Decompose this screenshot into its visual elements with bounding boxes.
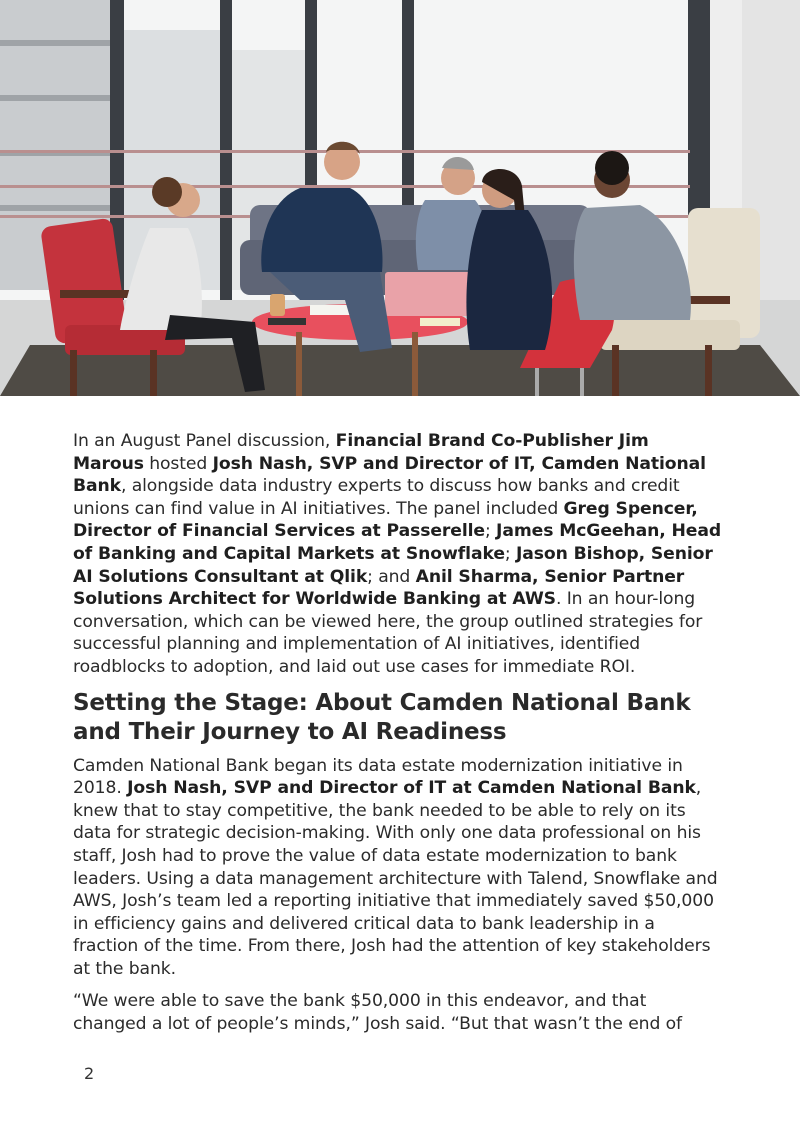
text-run: hosted — [143, 453, 213, 474]
page-number: 2 — [84, 1064, 95, 1083]
bold-run: Jason Bishop, Senior AI Solutions Consultant at Qlik — [73, 543, 713, 587]
bold-run: Financial Brand Co-Publisher Jim Marous — [73, 431, 649, 474]
intro-paragraph — [73, 430, 723, 679]
text-run: ; — [484, 521, 497, 542]
section-heading: Setting the Stage: About Camden National Bank and Their Journey to AI Readiness — [73, 689, 691, 745]
hero-photo — [0, 0, 800, 396]
text-run: ; and — [367, 566, 416, 587]
text-run: , alongside data industry experts to discuss how banks and credit unions can find value in AI initiatives. The panel included — [73, 476, 680, 519]
text-run: . In an hour-long conversation, which can be viewed here, the group outlined strategies for successful planning and implementation of AI initiatives, identified roadblocks to adoption, and laid out use cases for immediate ROI. — [73, 589, 703, 677]
body-paragraph — [73, 755, 723, 981]
bold-run: Josh Nash, SVP and Director of IT, Camden National Bank — [73, 453, 706, 497]
text-run: , knew that to stay competitive, the bank needed to be able to rely on its data for strategic decision-making. With only one data professional on his staff, Josh had to prove the value of data estate modernization to bank leaders. Using a data management architecture with Talend, Snowflake and AWS, Josh’s team led a reporting initiative that immediately saved $50,000 in efficiency gains and delivered critical data to bank leadership in a fraction of the time. From there, Josh had the attention of key stakeholders at the bank. — [73, 778, 718, 979]
text-run: In an August Panel discussion, — [73, 431, 336, 451]
bold-run: Greg Spencer, Director of Financial Services at Passerelle — [73, 498, 698, 542]
bold-run: Josh Nash, SVP and Director of IT at Camden National Bank — [127, 778, 696, 799]
meeting-illustration — [0, 0, 800, 396]
quote-paragraph: “We were able to save the bank $50,000 in this endeavor, and that changed a lot of people’s minds,” Josh said. “But that wasn’t the end of — [73, 991, 682, 1035]
bold-run: Anil Sharma, Senior Partner Solutions Architect for Worldwide Banking at AWS — [73, 566, 685, 610]
text-run: ; — [504, 543, 516, 564]
article-body — [73, 430, 723, 1046]
bold-run: James McGeehan, Head of Banking and Capital Markets at Snowflake — [73, 521, 722, 564]
text-run: Camden National Bank began its data estate modernization initiative in 2018. — [73, 755, 683, 799]
